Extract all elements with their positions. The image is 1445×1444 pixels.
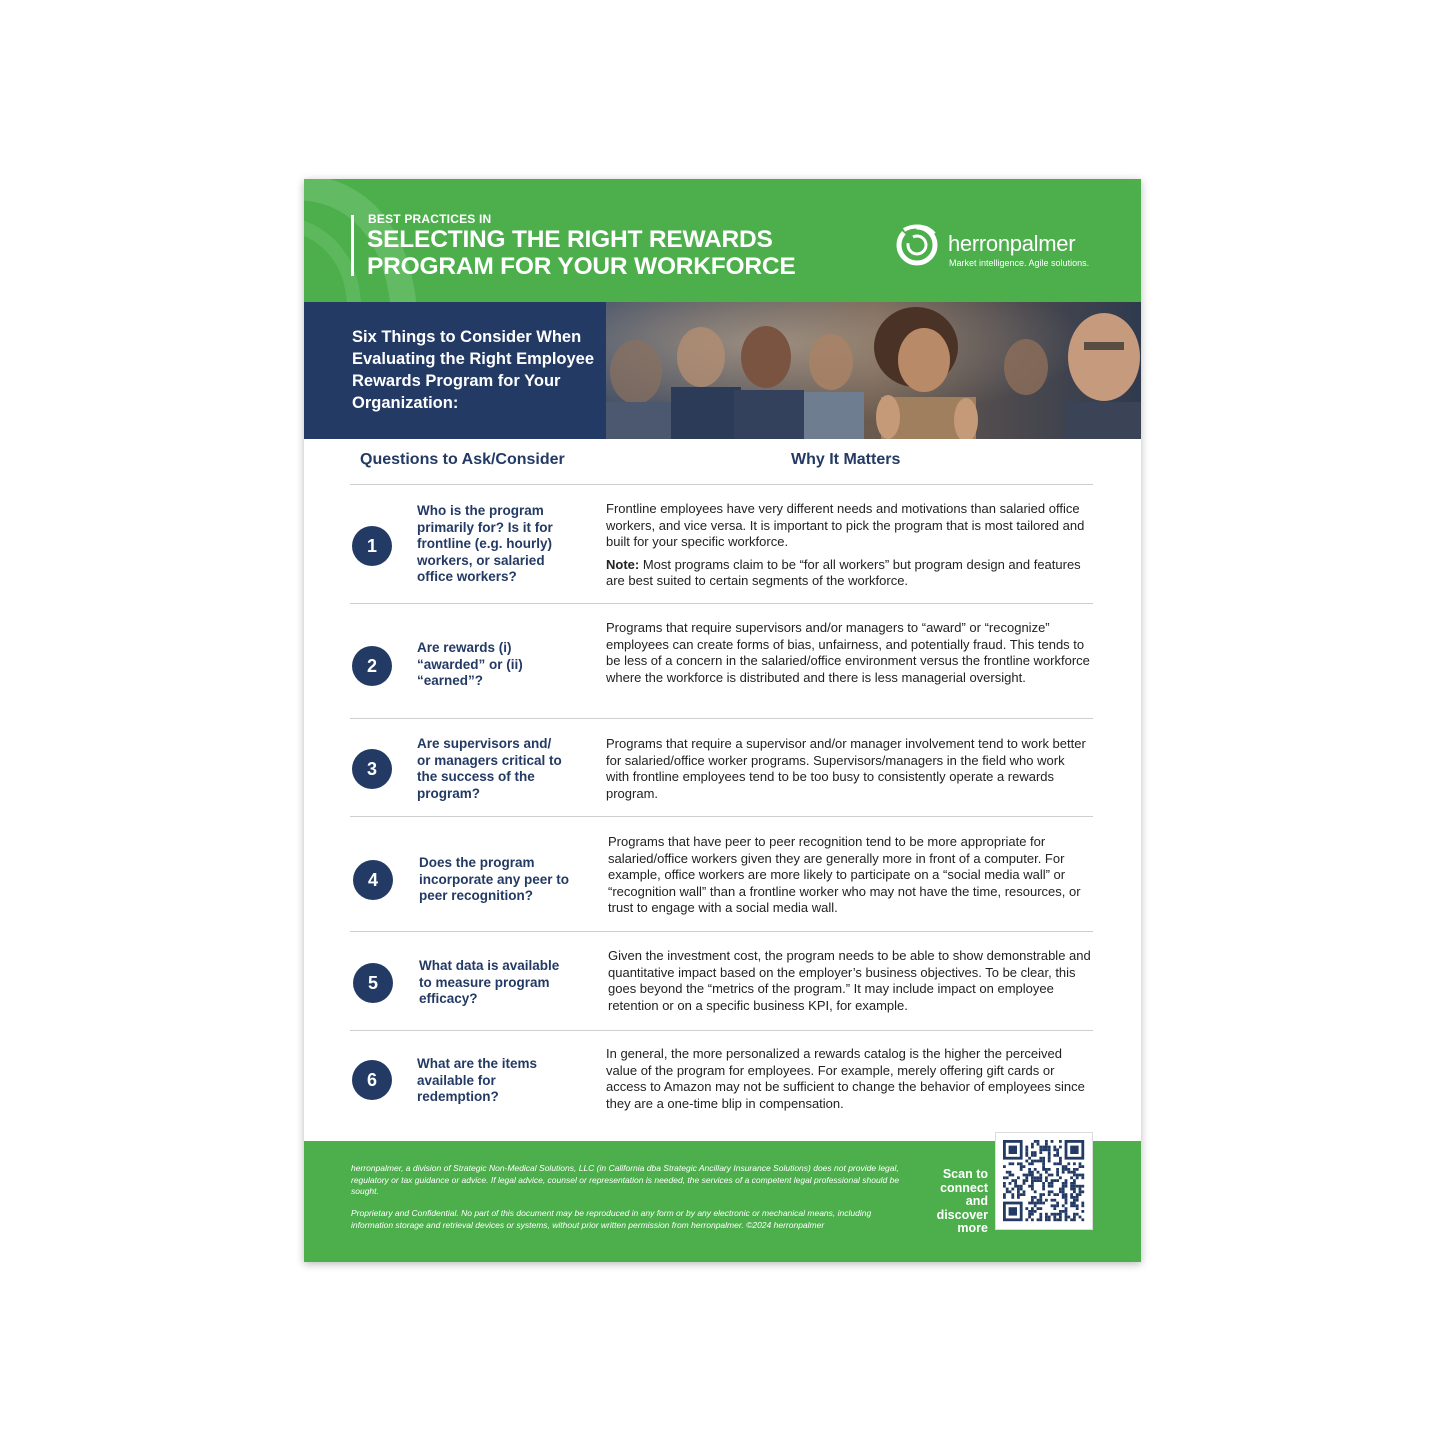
column-header-why: Why It Matters (791, 451, 901, 468)
row-answer: Programs that require a supervisor and/or manager involvement tend to work better for salaried/office worker programs. Supervisors/managers in the field who work with frontline employees tend to be too busy to consistently operate a rewards program. (606, 736, 1086, 801)
row-question: Does the program incorporate any peer to peer recognition? (419, 855, 570, 903)
page-title-line-1: SELECTING THE RIGHT REWARDS (367, 226, 773, 253)
intro-banner (304, 302, 1141, 439)
copyright-notice: Proprietary and Confidential. No part of this document may be reproduced in any form or by any electronic or mechanical means, including information storage and retrieval devices or systems, without prior written permission from herronpalmer. ©2024 herronpalmer (351, 1208, 872, 1230)
row-number-badge: 3 (352, 749, 392, 789)
page-title-line-2: PROGRAM FOR YOUR WORKFORCE (367, 253, 796, 280)
row-note-text: Most programs claim to be “for all workers” but program design and features are best suited to certain segments of the workforce. (606, 556, 1081, 588)
table-divider (350, 1030, 1093, 1031)
table-divider (350, 931, 1093, 932)
row-number-badge: 5 (353, 963, 393, 1003)
column-header-questions: Questions to Ask/Consider (360, 451, 565, 468)
row-answer: In general, the more personalized a rewards catalog is the higher the perceived value of the program for employees. For example, merely offering gift cards or access to Amazon may not be sufficient to change the behavior of employees since they are a one-time blip in compensation. (606, 1046, 1085, 1111)
row-answer (606, 501, 1090, 590)
table-divider (350, 718, 1093, 719)
row-number-badge: 2 (352, 646, 392, 686)
row-question: What data is available to measure program efficacy? (419, 958, 560, 1006)
row-question: What are the items available for redemption? (417, 1056, 538, 1104)
scan-cta: Scan to connect and discover more (936, 1167, 988, 1235)
qr-code[interactable] (996, 1133, 1092, 1229)
celebrating-employees-photo (606, 302, 1141, 439)
brand-name: herronpalmer (948, 231, 1076, 256)
footer-band (304, 1141, 1141, 1262)
row-number-badge: 1 (352, 526, 392, 566)
brand-logo (894, 222, 1104, 272)
row-answer: Programs that have peer to peer recognition tend to be more appropriate for salaried/office workers given they are generally more in front of a computer. For example, office workers are more likely to participate on a “social media wall” or “recognition wall” than a frontline worker who may not have the time, resources, or trust to engage with a social media wall. (608, 834, 1081, 915)
row-number-badge: 4 (353, 860, 393, 900)
brand-tagline: Market intelligence. Agile solutions. (949, 258, 1090, 268)
header-band (304, 179, 1141, 302)
row-question: Are rewards (i) “awarded” or (ii) “earned”? (417, 640, 523, 688)
herronpalmer-logo-icon (894, 222, 940, 268)
row-number-badge: 6 (352, 1060, 392, 1100)
row-note (606, 557, 1090, 590)
table-divider (350, 816, 1093, 817)
row-answer: Programs that require supervisors and/or managers to “award” or “recognize” employees can create forms of bias, unfairness, and potentially fraud. This tends to be less of a concern in the salaried/office environment versus the frontline workforce where the workforce is distributed and there is less managerial oversight. (606, 620, 1090, 685)
row-note-label: Note: (606, 556, 640, 572)
legal-disclaimer: herronpalmer, a division of Strategic Non-Medical Solutions, LLC (in California dba Strategic Ancillary Insurance Solutions) does not provide legal, regulatory or tax guidance or advice. If legal advice, counsel or representation is needed, the services of a competent legal professional should be sought. (351, 1163, 900, 1196)
intro-panel (304, 302, 606, 439)
header-eyebrow: BEST PRACTICES IN (368, 212, 492, 226)
flyer-page (304, 179, 1141, 1262)
row-question: Who is the program primarily for? Is it for frontline (e.g. hourly) workers, or salaried office workers? (417, 503, 553, 584)
table-divider (350, 603, 1093, 604)
row-answer-text: Frontline employees have very different needs and motivations than salaried office workers, and vice versa. It is important to pick the program that is most tailored and built for your specific workforce. (606, 501, 1085, 549)
intro-heading: Six Things to Consider When Evaluating the Right Employee Rewards Program for Your Organization: (352, 328, 595, 412)
title-accent-bar (351, 215, 354, 276)
qr-code-icon (996, 1133, 1092, 1229)
page-title (367, 226, 796, 280)
row-question: Are supervisors and/ or managers critical to the success of the program? (417, 736, 562, 801)
table-divider (350, 484, 1093, 485)
row-answer: Given the investment cost, the program needs to be able to show demonstrable and quantitative impact based on the employer’s business objectives. To be clear, this goes beyond the “metrics of the program.” It may include impact on employee retention or on a specific business KPI, for example. (608, 948, 1091, 1013)
